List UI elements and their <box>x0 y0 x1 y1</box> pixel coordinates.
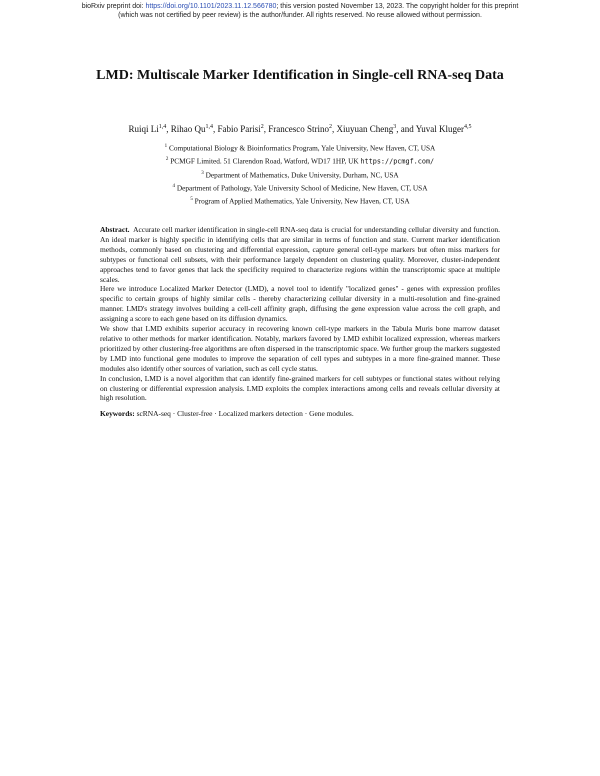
affiliation-item: $^5$ Program of Applied Mathematics, Yale University, New Haven, CT, USA <box>190 196 410 206</box>
doi-link[interactable]: https://doi.org/10.1101/2023.11.12.566780 <box>145 3 277 10</box>
author-name: Ruiqi Li <box>128 124 159 134</box>
author-affil-sup: 3 <box>393 124 397 130</box>
preprint-notice-line2: (which was not certified by peer review) is the author/funder. All rights reserved. No reuse allowed without permission. <box>118 11 482 19</box>
abstract-paragraph: We show that LMD exhibits superior accuracy in recovering known cell-type markers in the Tabula Muris bone marrow dataset relative to other methods for marker identification. Notably, markers favored by LMD exhibit localized expression, whereas markers prioritized by other clustering-free algorithms are often dispersed in the transcriptomic space. We further group the markers suggested by LMD into functional gene modules to improve the separation of cell types and subtypes in a more fine-grained manner. These modules also identify other sources of variation, such as cell cycle status. <box>100 324 500 373</box>
author-and: and <box>400 124 414 134</box>
author-name: Rihao Qu <box>170 124 206 134</box>
affiliation-item: $^1$ Computational Biology & Bioinformatics Program, Yale University, New Haven, CT, USA <box>164 143 436 153</box>
abstract-label: Abstract. <box>100 225 130 234</box>
author-affil-sup: 1,4 <box>205 124 214 130</box>
affiliations <box>40 141 560 207</box>
keywords-text: scRNA-seq · Cluster-free · Localized markers detection · Gene modules. <box>136 409 354 419</box>
author-list: Ruiqi Li$^{1,4}$, Rihao Qu$^{1,4}$, Fabio Parisi$^2$, Francesco Strino$^2$, Xiuyuan Cheng$^3$, and Yuval Kluger$^{4,5}$ <box>128 124 472 134</box>
affiliation-item: $^2$ PCMGF Limited. 51 Clarendon Road, Watford, WD17 1HP, UK https://pcmgf.com/ <box>165 156 435 166</box>
preprint-notice-line1: bioRxiv preprint doi: https://doi.org/10.1101/2023.11.12.566780; this version posted November 13, 2023. The copyright holder for this preprint <box>81 3 519 10</box>
author-name: Yuval Kluger <box>415 124 464 134</box>
author-affil-sup: 2 <box>329 124 333 130</box>
affiliation-item: $^4$ Department of Pathology, Yale University School of Medicine, New Haven, CT, USA <box>172 183 428 193</box>
keywords-label: Keywords: <box>100 409 135 419</box>
author-affil-sup: 2 <box>260 124 264 130</box>
author-name: Francesco Strino <box>268 124 330 134</box>
author-name: Fabio Parisi <box>217 124 261 134</box>
preprint-notice <box>0 3 600 20</box>
author-name: Xiuyuan Cheng <box>336 124 394 134</box>
affiliation-item: $^3$ Department of Mathematics, Duke University, Durham, NC, USA <box>201 170 399 180</box>
author-affil-sup: 1,4 <box>158 124 167 130</box>
affiliation-url[interactable]: https://pcmgf.com/ <box>360 157 435 166</box>
abstract-paragraph: Abstract. Accurate cell marker identification in single-cell RNA-seq data is crucial for understanding cellular diversity and function. An ideal marker is highly specific in identifying cells that are similar in terms of function and state. Current marker identification methods, commonly based on clustering and differential expression, capture general cell-type markers but often miss markers for subtypes or functional cell subsets, with their performance largely dependent on clustering quality. Moreover, cluster-independent approaches tend to favor genes that lack the specificity required to characterize regions within the transcriptomic space at multiple scales. <box>100 225 500 284</box>
paper-title: LMD: Multiscale Marker Identification in Single-cell RNA-seq Data <box>96 68 504 83</box>
abstract-paragraph: In conclusion, LMD is a novel algorithm that can identify fine-grained markers for cell subtypes or functional states without relying on clustering or differential expression analysis. LMD exploits the complex interactions among cells and reveals cellular diversity at high resolution. <box>100 373 500 403</box>
abstract-paragraph: Here we introduce Localized Marker Detector (LMD), a novel tool to identify "localized genes" - genes with expression profiles specific to certain groups of highly similar cells - thereby characterizing cellular diversity in a multi-resolution and fine-grained manner. LMD's strategy involves building a cell-cell affinity graph, diffusing the gene expression value across the cell graph, and assigning a score to each gene based on its diffusion dynamics. <box>100 284 500 324</box>
abstract <box>100 225 500 419</box>
author-affil-sup: 4,5 <box>463 124 472 130</box>
keywords <box>100 409 500 419</box>
